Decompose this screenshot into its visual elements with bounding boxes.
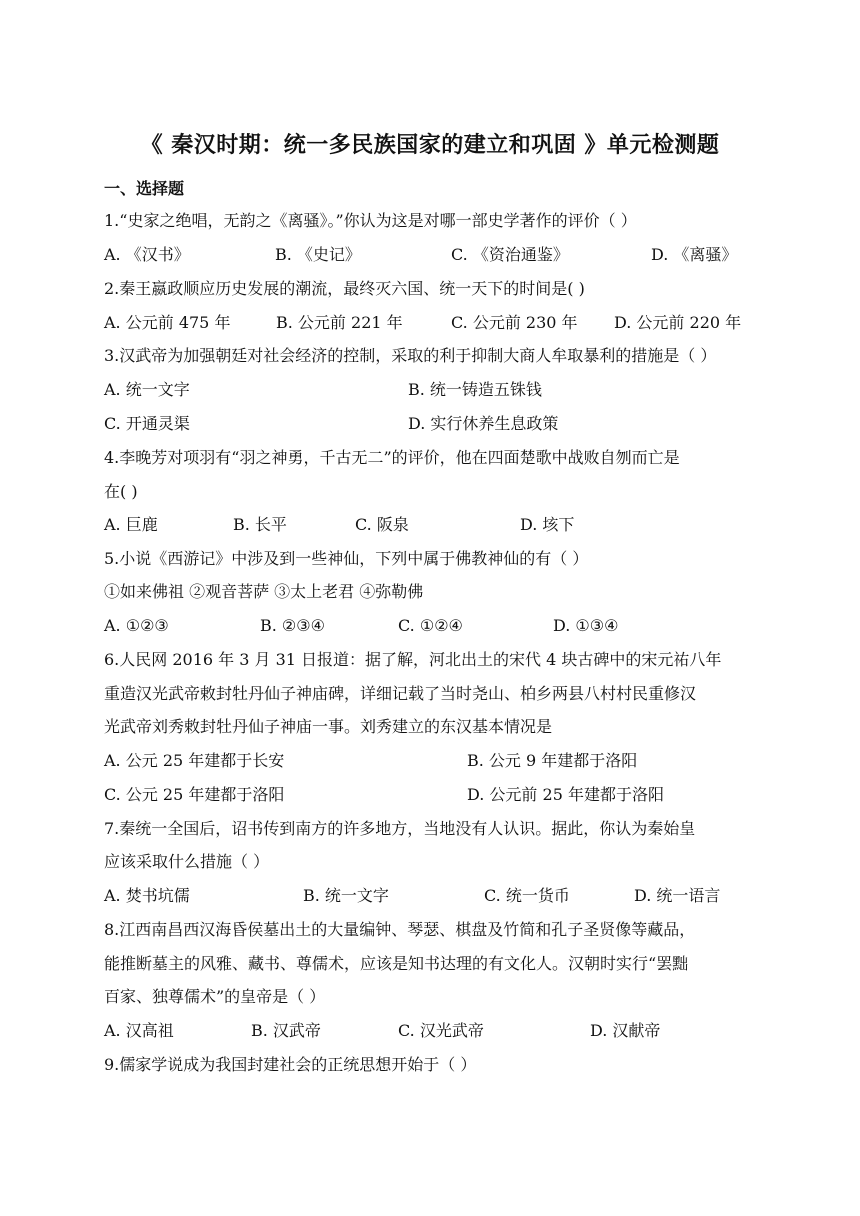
q5-option-d: D. ①③④ (553, 616, 619, 635)
question-1-stem: 1.“史家之绝唱，无韵之《离骚》。”你认为这是对哪一部史学著作的评价（ ） (104, 211, 637, 230)
q4-option-a: A. 巨鹿 (104, 515, 158, 534)
q3-option-c: C. 开通灵渠 (104, 414, 190, 433)
q7-option-b: B. 统一文字 (303, 886, 389, 905)
question-8-stem-line-3: 百家、独尊儒术”的皇帝是（ ） (104, 987, 326, 1006)
question-2-stem: 2.秦王嬴政顺应历史发展的潮流，最终灭六国、统一天下的时间是( ) (104, 279, 585, 298)
q1-option-d: D. 《离骚》 (651, 245, 738, 264)
q2-option-b: B. 公元前 221 年 (276, 313, 403, 332)
q7-option-a: A. 焚书坑儒 (104, 886, 190, 905)
question-8-stem-line-1: 8.江西南昌西汉海昏侯墓出土的大量编钟、琴瑟、棋盘及竹简和孔子圣贤像等藏品， (104, 920, 696, 939)
question-7-stem-line-1: 7.秦统一全国后，诏书传到南方的许多地方，当地没有人认识。据此，你认为秦始皇 (104, 819, 696, 838)
q4-option-d: D. 垓下 (520, 515, 575, 534)
q6-option-d: D. 公元前 25 年建都于洛阳 (467, 785, 664, 804)
q3-option-b: B. 统一铸造五铢钱 (408, 380, 542, 399)
q8-option-b: B. 汉武帝 (251, 1021, 321, 1040)
question-8-stem-line-2: 能推断墓主的风雅、藏书、尊儒术，应该是知书达理的有文化人。汉朝时实行“罢黜 (104, 954, 689, 973)
q3-option-d: D. 实行休养生息政策 (408, 414, 559, 433)
q2-option-a: A. 公元前 475 年 (104, 313, 231, 332)
q1-option-a: A. 《汉书》 (104, 245, 190, 264)
document-title: 《 秦汉时期：统一多民族国家的建立和巩固 》单元检测题 (140, 132, 720, 158)
section-heading: 一、选择题 (104, 179, 185, 198)
q2-option-d: D. 公元前 220 年 (614, 313, 742, 332)
q6-option-a: A. 公元 25 年建都于长安 (104, 751, 285, 770)
q5-option-c: C. ①②④ (398, 616, 463, 635)
q5-option-b: B. ②③④ (260, 616, 325, 635)
question-6-stem-line-3: 光武帝刘秀敕封牡丹仙子神庙一事。刘秀建立的东汉基本情况是 (104, 717, 553, 736)
question-5-stem: 5.小说《西游记》中涉及到一些神仙，下列中属于佛教神仙的有（ ） (104, 549, 589, 568)
question-7-stem-line-2: 应该采取什么措施（ ） (104, 852, 270, 871)
question-5-choices: ①如来佛祖 ②观音菩萨 ③太上老君 ④弥勒佛 (104, 582, 424, 601)
q7-option-d: D. 统一语言 (634, 886, 721, 905)
q4-option-c: C. 阪泉 (355, 515, 409, 534)
q1-option-b: B. 《史记》 (275, 245, 361, 264)
q4-option-b: B. 长平 (233, 515, 287, 534)
q8-option-d: D. 汉献帝 (590, 1021, 661, 1040)
question-6-stem-line-2: 重造汉光武帝敕封牡丹仙子神庙碑，详细记载了当时尧山、柏乡两县八村村民重修汉 (104, 684, 697, 703)
question-4-stem-line-1: 4.李晚芳对项羽有“羽之神勇，千古无二”的评价，他在四面楚歌中战败自刎而亡是 (104, 448, 680, 467)
q7-option-c: C. 统一货币 (484, 886, 570, 905)
question-9-stem: 9.儒家学说成为我国封建社会的正统思想开始于（ ） (104, 1055, 477, 1074)
q8-option-c: C. 汉光武帝 (398, 1021, 484, 1040)
q8-option-a: A. 汉高祖 (104, 1021, 174, 1040)
q5-option-a: A. ①②③ (104, 616, 169, 635)
q2-option-c: C. 公元前 230 年 (451, 313, 578, 332)
question-4-stem-line-2: 在( ) (104, 482, 138, 501)
question-6-stem-line-1: 6.人民网 2016 年 3 月 31 日报道：据了解，河北出土的宋代 4 块古碑中的宋元祐八年 (104, 650, 722, 669)
q3-option-a: A. 统一文字 (104, 380, 190, 399)
q6-option-b: B. 公元 9 年建都于洛阳 (467, 751, 638, 770)
q6-option-c: C. 公元 25 年建都于洛阳 (104, 785, 285, 804)
q1-option-c: C. 《资治通鉴》 (451, 245, 569, 264)
question-3-stem: 3.汉武帝为加强朝廷对社会经济的控制，采取的利于抑制大商人牟取暴利的措施是（ ） (104, 346, 717, 365)
